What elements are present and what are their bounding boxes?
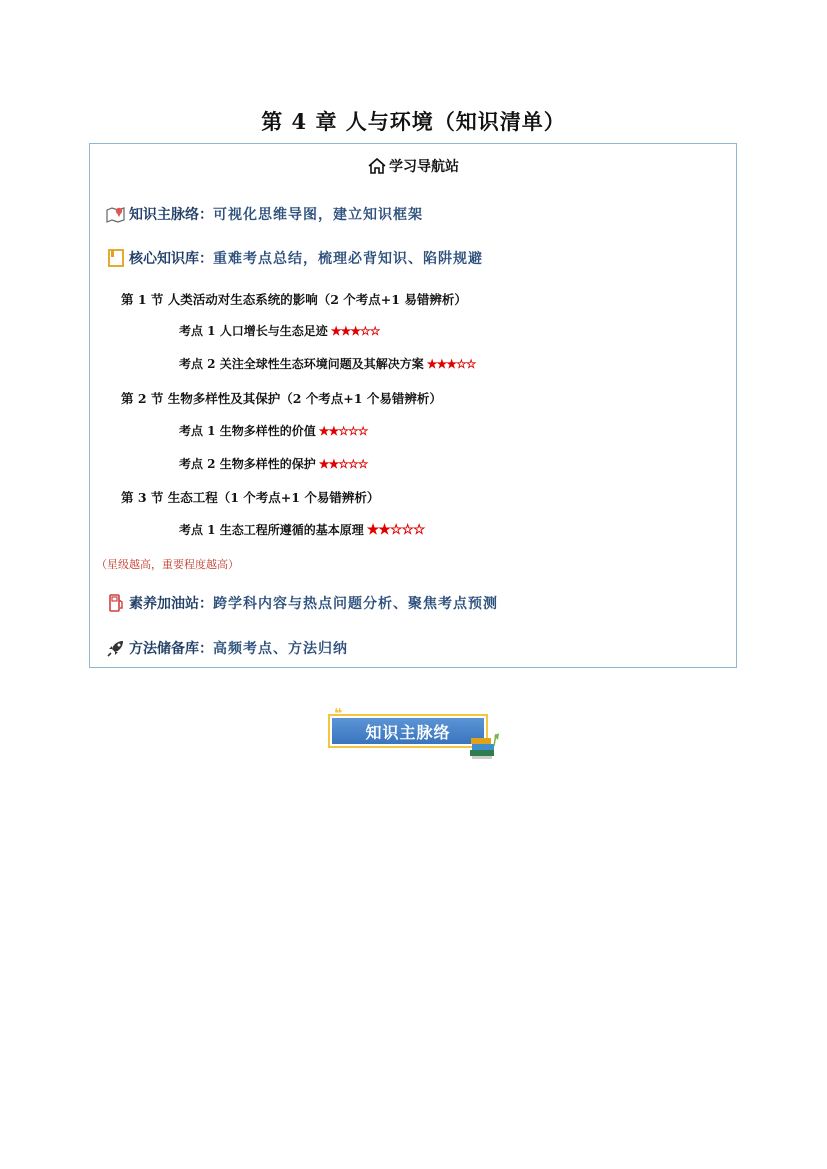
section-banner	[322, 708, 502, 766]
point-text: 考点 1 生物多样性的价值	[179, 424, 316, 438]
star-rating: ★★★☆☆	[330, 323, 380, 338]
navigation-box	[89, 143, 737, 668]
home-icon	[367, 156, 387, 176]
fuel-icon	[106, 593, 126, 613]
main-item-desc: 高频考点、方法归纳	[213, 641, 348, 657]
main-item-literacy-station[interactable]: 素养加油站 ： 跨学科内容与热点问题分析、聚焦考点预测	[106, 593, 498, 613]
point-text: 考点 2 关注全球性生态环境问题及其解决方案	[179, 357, 424, 371]
main-item-core-knowledge[interactable]: 核心知识库 ： 重难考点总结，梳理必背知识、陷阱规避	[106, 248, 483, 268]
main-item-label: 核心知识库	[129, 251, 199, 267]
star-rating: ★★☆☆☆	[318, 423, 368, 438]
point-item[interactable]	[179, 521, 424, 538]
map-pin-icon	[106, 204, 126, 224]
star-rating: ★★☆☆☆	[366, 521, 425, 538]
star-rating: ★★★☆☆	[426, 356, 476, 371]
main-item-label: 方法储备库	[129, 641, 199, 657]
star-rating: ★★☆☆☆	[318, 456, 368, 471]
section-2-title[interactable]: 第 2 节 生物多样性及其保护（2 个考点+1 个易错辨析）	[121, 391, 442, 406]
book-icon	[106, 248, 126, 268]
rating-note: （星级越高，重要程度越高）	[96, 558, 239, 571]
main-item-knowledge-map[interactable]: 知识主脉络 ： 可视化思维导图，建立知识框架	[106, 204, 423, 224]
main-item-label: 素养加油站	[129, 596, 199, 612]
point-item[interactable]	[179, 355, 476, 372]
section-1-title[interactable]: 第 1 节 人类活动对生态系统的影响（2 个考点+1 易错辨析）	[121, 292, 467, 307]
main-item-desc: 跨学科内容与热点问题分析、聚焦考点预测	[213, 596, 498, 612]
books-icon	[468, 730, 502, 762]
main-item-method-library[interactable]: 方法储备库 ： 高频考点、方法归纳	[106, 638, 348, 658]
point-text: 考点 1 生态工程所遵循的基本原理	[179, 523, 364, 537]
banner-label: 知识主脉络	[330, 716, 486, 746]
page-title: 第 4 章 人与环境（知识清单）	[261, 109, 566, 134]
nav-heading-label: 学习导航站	[389, 159, 459, 175]
point-text: 考点 1 人口增长与生态足迹	[179, 324, 328, 338]
main-item-desc: 重难考点总结，梳理必背知识、陷阱规避	[213, 251, 483, 267]
main-item-desc: 可视化思维导图，建立知识框架	[213, 207, 423, 223]
rocket-icon	[106, 638, 126, 658]
point-item[interactable]	[179, 422, 368, 439]
point-text: 考点 2 生物多样性的保护	[179, 457, 316, 471]
main-item-label: 知识主脉络	[129, 207, 199, 223]
point-item[interactable]	[179, 322, 380, 339]
nav-heading	[90, 156, 736, 176]
point-item[interactable]	[179, 455, 368, 472]
quote-mark: ❝	[334, 706, 343, 722]
section-3-title[interactable]: 第 3 节 生态工程（1 个考点+1 个易错辨析）	[121, 490, 380, 505]
